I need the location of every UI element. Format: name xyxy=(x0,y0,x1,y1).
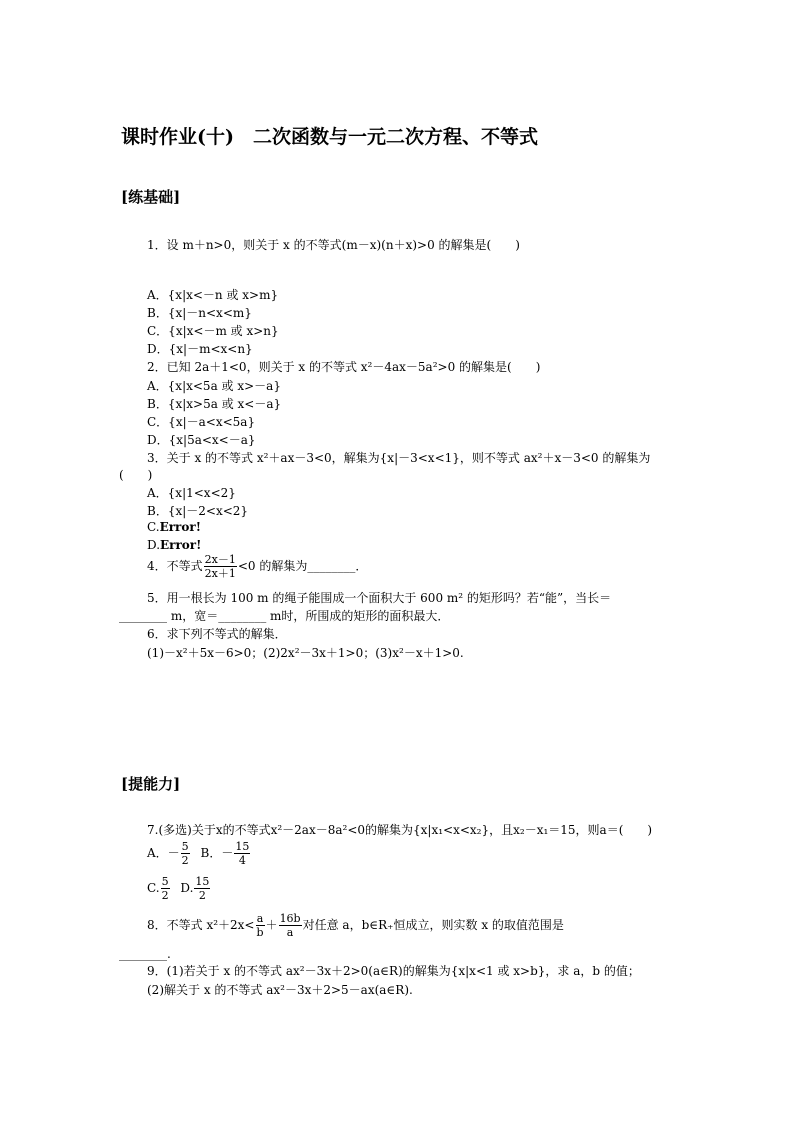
question-4 xyxy=(147,553,367,580)
q2-option-a: A．{x|x<5a 或 x>－a} xyxy=(147,379,281,393)
question-9-line1: 9．(1)若关于 x 的不等式 ax²－3x＋2>0(a∈R)的解集为{x|x<1 或 x>b}，求 a，b 的值； xyxy=(147,964,640,978)
question-6-stem: 6．求下列不等式的解集． xyxy=(147,627,287,641)
q1-option-d: D．{x|－m<x<n} xyxy=(147,342,253,356)
q8-prefix: 8．不等式 x²＋2x< xyxy=(147,918,255,932)
question-3-stem: 3．关于 x 的不等式 x²＋ax－3<0，解集为{x|－3<x<1}，则不等式 ax²＋x－3<0 的解集为 xyxy=(147,451,651,465)
q2-option-c: C．{x|－a<x<5a} xyxy=(147,415,256,429)
q4-prefix: 4．不等式 xyxy=(147,559,203,573)
page-title: 课时作业(十) 二次函数与一元二次方程、不等式 xyxy=(121,126,538,148)
q3-option-d xyxy=(147,538,201,552)
q8-fraction-1-numerator: a xyxy=(256,912,264,925)
q7-option-c-denominator: 2 xyxy=(161,889,169,902)
q8-fraction-1 xyxy=(256,912,265,939)
q8-fraction-2 xyxy=(279,912,302,939)
section-heading-basic: [练基础] xyxy=(121,188,181,206)
q8-plus: ＋ xyxy=(265,918,278,932)
q1-option-c: C．{x|x<－m 或 x>n} xyxy=(147,324,279,338)
q7-option-d-fraction xyxy=(194,875,210,902)
q4-fraction-numerator: 2x－1 xyxy=(204,553,236,566)
q7-option-c-numerator: 5 xyxy=(161,875,169,888)
q7-option-c-fraction xyxy=(161,875,170,902)
q7-option-d-numerator: 15 xyxy=(195,875,210,888)
q4-suffix: <0 的解集为________． xyxy=(237,559,368,573)
section-heading-advanced: [提能力] xyxy=(121,775,181,793)
question-8-line2: ________. xyxy=(119,947,171,961)
q8-fraction-1-denominator: b xyxy=(256,926,264,939)
q1-option-a: A．{x|x<－n 或 x>m} xyxy=(147,288,279,302)
question-2-stem: 2．已知 2a＋1<0，则关于 x 的不等式 x²－4ax－5a²>0 的解集是( ) xyxy=(147,360,541,374)
q4-fraction-denominator: 2x＋1 xyxy=(204,567,236,580)
question-9-line2: (2)解关于 x 的不等式 ax²－3x＋2>5－ax(a∈R). xyxy=(147,983,413,997)
question-8 xyxy=(147,912,564,939)
q3-option-d-letter: D. xyxy=(147,538,161,552)
q7-options-ab xyxy=(147,840,251,867)
q8-suffix: 对任意 a，b∈R₊恒成立，则实数 x 的取值范围是 xyxy=(302,918,564,932)
q3-option-c-text: Error! xyxy=(159,520,201,534)
q7-option-c-label: C. xyxy=(147,881,160,895)
q7-option-a-numerator: 5 xyxy=(181,840,189,853)
q2-option-b: B．{x|x>5a 或 x<－a} xyxy=(147,397,282,411)
q4-fraction xyxy=(204,553,237,580)
question-3-stem-cont: ( ) xyxy=(119,468,153,482)
q7-option-d-label: D. xyxy=(180,881,194,895)
q7-option-d-denominator: 2 xyxy=(198,889,206,902)
q7-option-b-fraction xyxy=(234,840,250,867)
q3-option-d-text: Error! xyxy=(160,538,202,552)
question-7-stem: 7.(多选)关于x的不等式x²－2ax－8a²<0的解集为{x|x₁<x<x₂}，且x₂－x₁＝15，则a＝( ) xyxy=(147,823,653,837)
q7-option-b-label: B．－ xyxy=(200,846,234,860)
q7-option-b-numerator: 15 xyxy=(235,840,250,853)
q7-option-a-fraction xyxy=(181,840,190,867)
q1-option-b: B．{x|－n<x<m} xyxy=(147,306,252,320)
q7-options-cd xyxy=(147,875,211,902)
q8-fraction-2-denominator: a xyxy=(286,926,294,939)
q7-option-a-denominator: 2 xyxy=(181,854,189,867)
question-1-stem: 1．设 m＋n>0，则关于 x 的不等式(m－x)(n＋x)>0 的解集是( ) xyxy=(147,238,520,252)
q3-option-b: B．{x|－2<x<2} xyxy=(147,504,249,518)
q3-option-c xyxy=(147,520,201,534)
q2-option-d: D．{x|5a<x<－a} xyxy=(147,433,256,447)
question-6-parts: (1)－x²＋5x－6>0；(2)2x²－3x＋1>0；(3)x²－x＋1>0. xyxy=(147,646,464,660)
q7-option-a-label: A．－ xyxy=(147,846,180,860)
q8-fraction-2-numerator: 16b xyxy=(279,912,301,925)
q3-option-c-letter: C. xyxy=(147,520,160,534)
question-5-line1: 5．用一根长为 100 m 的绳子能围成一个面积大于 600 m² 的矩形吗？若“能”，当长＝ xyxy=(147,591,612,605)
question-5-line2: ________ m，宽＝________ m时，所围成的矩形的面积最大． xyxy=(119,609,450,623)
q3-option-a: A．{x|1<x<2} xyxy=(147,486,236,500)
q7-option-b-denominator: 4 xyxy=(238,854,246,867)
